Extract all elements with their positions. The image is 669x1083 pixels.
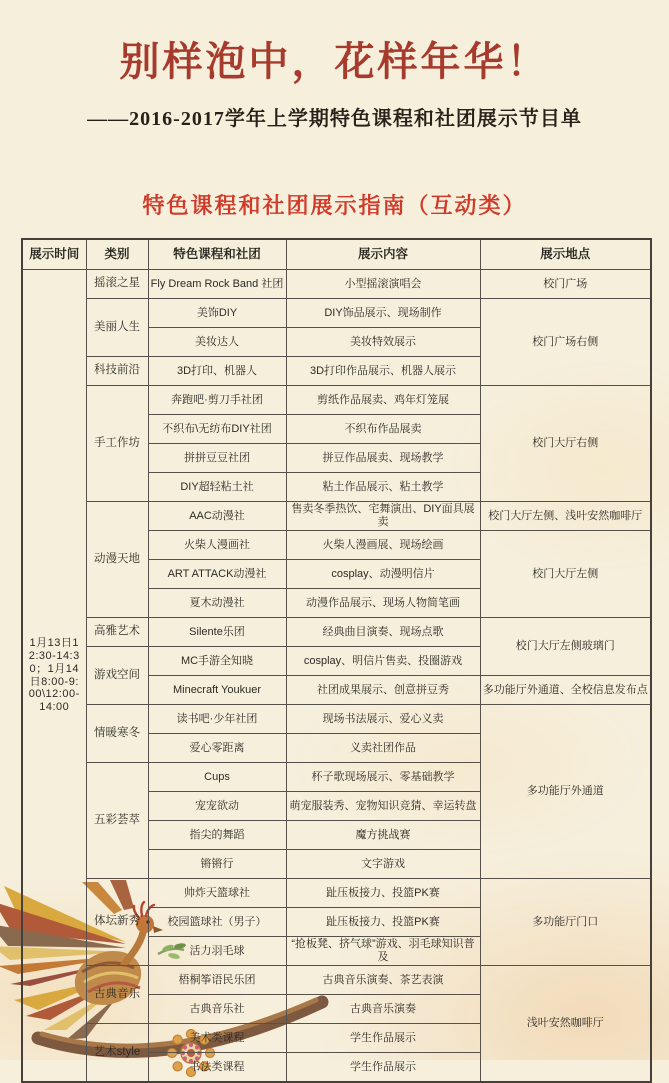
club-cell: AAC动漫社 bbox=[148, 502, 286, 531]
content-cell: 动漫作品展示、现场人物简笔画 bbox=[286, 589, 480, 618]
category-cell: 艺术style bbox=[86, 1024, 148, 1083]
club-cell: 读书吧·少年社团 bbox=[148, 705, 286, 734]
location-cell: 校门广场 bbox=[480, 270, 651, 299]
club-cell: Minecraft Youkuer bbox=[148, 676, 286, 705]
category-cell: 科技前沿 bbox=[86, 357, 148, 386]
content-cell: 3D打印作品展示、机器人展示 bbox=[286, 357, 480, 386]
club-cell: ART ATTACK动漫社 bbox=[148, 560, 286, 589]
table-row bbox=[22, 502, 651, 531]
category-cell: 体坛新秀 bbox=[86, 879, 148, 966]
content-cell: 古典音乐演奏、茶艺表演 bbox=[286, 966, 480, 995]
club-cell: Cups bbox=[148, 763, 286, 792]
content-cell: 火柴人漫画展、现场绘画 bbox=[286, 531, 480, 560]
content-cell: 学生作品展示 bbox=[286, 1053, 480, 1083]
club-cell: 火柴人漫画社 bbox=[148, 531, 286, 560]
header-row bbox=[22, 239, 651, 270]
category-cell: 古典音乐 bbox=[86, 966, 148, 1024]
table-row bbox=[22, 386, 651, 415]
location-cell: 校门广场右侧 bbox=[480, 299, 651, 386]
club-cell: 奔跑吧·剪刀手社团 bbox=[148, 386, 286, 415]
club-cell: 美术类课程 bbox=[148, 1024, 286, 1053]
club-cell: 美饰DIY bbox=[148, 299, 286, 328]
location-cell: 多功能厅外通道 bbox=[480, 705, 651, 879]
category-cell: 五彩荟萃 bbox=[86, 763, 148, 879]
schedule-table-body bbox=[22, 270, 651, 1083]
club-cell: 帅炸天篮球社 bbox=[148, 879, 286, 908]
club-cell: 3D打印、机器人 bbox=[148, 357, 286, 386]
column-header: 展示地点 bbox=[480, 239, 651, 270]
club-cell: Silente乐团 bbox=[148, 618, 286, 647]
location-cell: 多功能厅门口 bbox=[480, 879, 651, 966]
location-cell: 多功能厅外通道、全校信息发布点 bbox=[480, 676, 651, 705]
content-cell: 义卖社团作品 bbox=[286, 734, 480, 763]
content-cell: 古典音乐演奏 bbox=[286, 995, 480, 1024]
club-cell: 校园篮球社（男子） bbox=[148, 908, 286, 937]
column-header: 展示时间 bbox=[22, 239, 86, 270]
club-cell: 梧桐筝语民乐团 bbox=[148, 966, 286, 995]
content-cell: 拼豆作品展卖、现场教学 bbox=[286, 444, 480, 473]
content-cell: 美妆特效展示 bbox=[286, 328, 480, 357]
schedule-table bbox=[21, 238, 652, 1083]
content-cell: 社团成果展示、创意拼豆秀 bbox=[286, 676, 480, 705]
table-row bbox=[22, 618, 651, 647]
content-cell: 学生作品展示 bbox=[286, 1024, 480, 1053]
club-cell: 锵锵行 bbox=[148, 850, 286, 879]
club-cell: 古典音乐社 bbox=[148, 995, 286, 1024]
section-title: 特色课程和社团展示指南（互动类） bbox=[142, 193, 527, 218]
category-cell: 摇滚之星 bbox=[86, 270, 148, 299]
club-cell: MC手游全知晓 bbox=[148, 647, 286, 676]
content-cell: 萌宠服装秀、宠物知识竞猜、幸运转盘 bbox=[286, 792, 480, 821]
page-subtitle: ——2016-2017学年上学期特色课程和社团展示节目单 bbox=[87, 108, 582, 130]
content-cell: 不织布作品展卖 bbox=[286, 415, 480, 444]
table-row bbox=[22, 270, 651, 299]
club-cell: DIY超轻粘土社 bbox=[148, 473, 286, 502]
club-cell: 书法类课程 bbox=[148, 1053, 286, 1083]
column-header: 特色课程和社团 bbox=[148, 239, 286, 270]
category-cell: 手工作坊 bbox=[86, 386, 148, 502]
category-cell: 动漫天地 bbox=[86, 502, 148, 618]
club-cell: 宠宠欲动 bbox=[148, 792, 286, 821]
page-title: 别样泡中，花样年华！ bbox=[119, 40, 550, 84]
content-cell: cosplay、动漫明信片 bbox=[286, 560, 480, 589]
content-cell: 趾压板接力、投篮PK赛 bbox=[286, 908, 480, 937]
content-cell: “抢板凳、挤气球”游戏、羽毛球知识普及 bbox=[286, 937, 480, 966]
location-cell: 校门大厅左侧 bbox=[480, 531, 651, 618]
content-cell: 杯子歌现场展示、零基础教学 bbox=[286, 763, 480, 792]
content-cell: 剪纸作品展卖、鸡年灯笼展 bbox=[286, 386, 480, 415]
content-cell: 小型摇滚演唱会 bbox=[286, 270, 480, 299]
club-cell: 活力羽毛球 bbox=[148, 937, 286, 966]
club-cell: 夏木动漫社 bbox=[148, 589, 286, 618]
location-cell: 浅叶安然咖啡厅 bbox=[480, 966, 651, 1083]
content-cell: 售卖冬季热饮、宅舞演出、DIY面具展卖 bbox=[286, 502, 480, 531]
club-cell: 拼拼豆豆社团 bbox=[148, 444, 286, 473]
time-cell: 1月13日12:30-14:30；1月14日8:00-9:00\12:00-14:00 bbox=[22, 270, 86, 1083]
table-row bbox=[22, 966, 651, 995]
table-row bbox=[22, 879, 651, 908]
column-header: 展示内容 bbox=[286, 239, 480, 270]
content-cell: 现场书法展示、爱心义卖 bbox=[286, 705, 480, 734]
content-cell: 经典曲目演奏、现场点歌 bbox=[286, 618, 480, 647]
club-cell: 美妆达人 bbox=[148, 328, 286, 357]
club-cell: 指尖的舞蹈 bbox=[148, 821, 286, 850]
location-cell: 校门大厅右侧 bbox=[480, 386, 651, 502]
content-cell: 文字游戏 bbox=[286, 850, 480, 879]
content-cell: DIY饰品展示、现场制作 bbox=[286, 299, 480, 328]
club-cell: Fly Dream Rock Band 社团 bbox=[148, 270, 286, 299]
club-cell: 爱心零距离 bbox=[148, 734, 286, 763]
category-cell: 情暖寒冬 bbox=[86, 705, 148, 763]
content-cell: cosplay、明信片售卖、投圈游戏 bbox=[286, 647, 480, 676]
table-row bbox=[22, 705, 651, 734]
category-cell: 高雅艺术 bbox=[86, 618, 148, 647]
content-cell: 粘土作品展示、粘土教学 bbox=[286, 473, 480, 502]
column-header: 类别 bbox=[86, 239, 148, 270]
location-cell: 校门大厅左侧、浅叶安然咖啡厅 bbox=[480, 502, 651, 531]
table-row bbox=[22, 299, 651, 328]
content-cell: 魔方挑战赛 bbox=[286, 821, 480, 850]
location-cell: 校门大厅左侧玻璃门 bbox=[480, 618, 651, 676]
content-cell: 趾压板接力、投篮PK赛 bbox=[286, 879, 480, 908]
category-cell: 游戏空间 bbox=[86, 647, 148, 705]
club-cell: 不织布\无纺布DIY社团 bbox=[148, 415, 286, 444]
category-cell: 美丽人生 bbox=[86, 299, 148, 357]
schedule-table-head bbox=[22, 239, 651, 270]
